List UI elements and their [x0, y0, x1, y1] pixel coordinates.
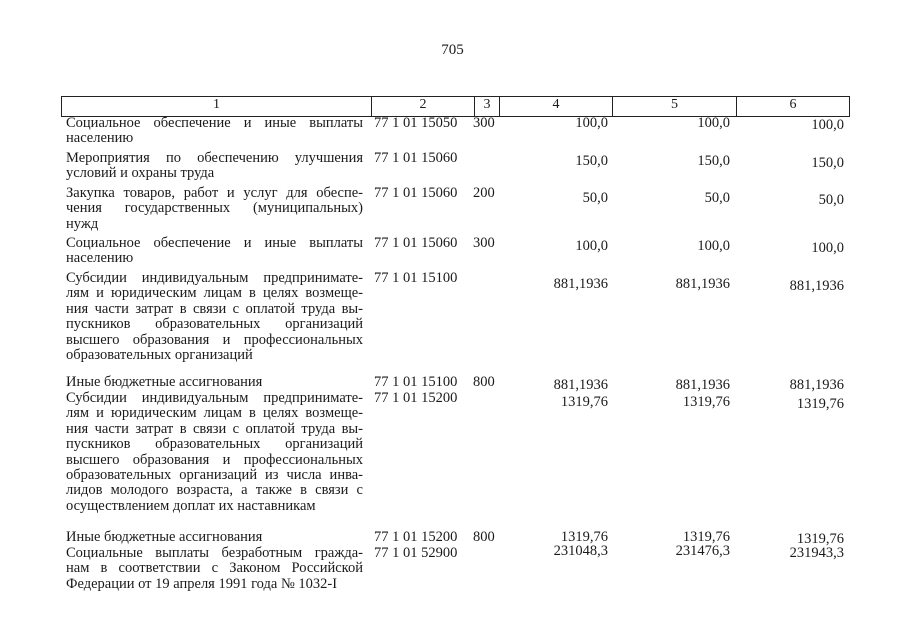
row-value-6: 881,1936 [789, 377, 844, 393]
row-value-4: 1319,76 [560, 394, 608, 410]
row-name-line: нам в соответствии с Законом Российской [66, 560, 363, 577]
header-col-2: 2 [371, 96, 475, 117]
row-value-4: 881,1936 [553, 377, 608, 393]
row-value-5: 1319,76 [682, 529, 730, 545]
row-value-4: 100,0 [575, 238, 608, 254]
row-name-line: чения государственных (муниципальных) [66, 200, 363, 217]
row-value-4: 100,0 [575, 115, 608, 131]
row-code: 77 1 01 15200 [374, 390, 458, 406]
row-value-5: 50,0 [704, 190, 730, 206]
row-name-line: ния части затрат в связи с оплатой труда вы- [66, 420, 363, 437]
row-code: 77 1 01 15060 [374, 150, 458, 166]
row-name-line: населению [66, 250, 134, 267]
row-name [66, 271, 363, 363]
row-code: 77 1 01 15060 [374, 185, 458, 201]
row-name-line: лидов молодого возраста, а также в связи с [66, 482, 363, 499]
row-name-line: Федерации от 19 апреля 1991 года № 1032-I [66, 575, 338, 592]
header-col-4: 4 [499, 96, 613, 117]
row-name-line: осуществлением доплат их наставникам [66, 497, 316, 514]
row-name-line: Мероприятия по обеспечению улучшения [66, 150, 363, 166]
row-value-5: 100,0 [697, 238, 730, 254]
header-col-3: 3 [474, 96, 500, 117]
row-value-6: 1319,76 [796, 531, 844, 547]
row-name [66, 546, 363, 592]
row-expense-type: 800 [473, 374, 495, 390]
row-name-line: нужд [66, 215, 99, 232]
row-name-line: условий и охраны труда [66, 165, 215, 182]
row-name [66, 375, 363, 390]
row-value-6: 1319,76 [796, 396, 844, 412]
row-name-line: образовательных организаций из числа инва- [66, 466, 363, 483]
row-value-4: 881,1936 [553, 276, 608, 292]
row-value-6: 100,0 [811, 117, 844, 133]
row-expense-type: 300 [473, 235, 495, 251]
row-value-5: 1319,76 [682, 394, 730, 410]
row-code: 77 1 01 15060 [374, 235, 458, 251]
row-name [66, 236, 363, 267]
row-name-line: образовательных организаций [66, 346, 253, 363]
row-expense-type: 300 [473, 115, 495, 131]
row-value-6: 231943,3 [789, 545, 844, 561]
row-expense-type: 800 [473, 529, 495, 545]
row-value-4: 1319,76 [560, 529, 608, 545]
row-value-4: 150,0 [575, 153, 608, 169]
row-name-line: Иные бюджетные ассигнования [66, 374, 263, 390]
row-name-line: высшего образования и профессиональных [66, 451, 363, 468]
row-value-5: 100,0 [697, 115, 730, 131]
row-value-5: 231476,3 [675, 543, 730, 559]
row-name-line: лям и юридическим лицам в целях возмеще- [66, 405, 363, 422]
row-name [66, 116, 363, 147]
row-name-line: Социальное обеспечение и иные выплаты [66, 115, 363, 131]
header-col-6: 6 [736, 96, 850, 117]
row-name-line: высшего образования и профессиональных [66, 331, 363, 348]
row-name [66, 530, 363, 545]
row-name [66, 391, 363, 514]
row-code: 77 1 01 15050 [374, 115, 458, 131]
row-name-line: Социальные выплаты безработным гражда- [66, 545, 363, 561]
page-number: 705 [441, 42, 464, 58]
row-name [66, 151, 363, 182]
row-value-6: 100,0 [811, 240, 844, 256]
row-value-5: 881,1936 [675, 377, 730, 393]
row-value-5: 881,1936 [675, 276, 730, 292]
row-name-line: пускников образовательных организаций [66, 436, 363, 453]
row-value-6: 150,0 [811, 155, 844, 171]
header-col-1: 1 [61, 96, 372, 117]
row-name-line: Закупка товаров, работ и услуг для обеспе- [66, 185, 363, 201]
row-value-6: 881,1936 [789, 278, 844, 294]
row-code: 77 1 01 15200 [374, 529, 458, 545]
row-name-line: населению [66, 130, 134, 147]
row-value-4: 231048,3 [553, 543, 608, 559]
row-name [66, 186, 363, 232]
row-name-line: Социальное обеспечение и иные выплаты [66, 235, 363, 251]
row-name-line: пускников образовательных организаций [66, 316, 363, 333]
row-expense-type: 200 [473, 185, 495, 201]
row-code: 77 1 01 15100 [374, 270, 458, 286]
row-name-line: Иные бюджетные ассигнования [66, 529, 263, 545]
header-col-5: 5 [612, 96, 737, 117]
row-name-line: Субсидии индивидуальным предпринимате- [66, 390, 363, 406]
row-name-line: лям и юридическим лицам в целях возмеще- [66, 285, 363, 302]
row-value-5: 150,0 [697, 153, 730, 169]
row-code: 77 1 01 52900 [374, 545, 458, 561]
row-code: 77 1 01 15100 [374, 374, 458, 390]
row-value-6: 50,0 [818, 192, 844, 208]
row-name-line: ния части затрат в связи с оплатой труда вы- [66, 300, 363, 317]
row-name-line: Субсидии индивидуальным предпринимате- [66, 270, 363, 286]
row-value-4: 50,0 [582, 190, 608, 206]
